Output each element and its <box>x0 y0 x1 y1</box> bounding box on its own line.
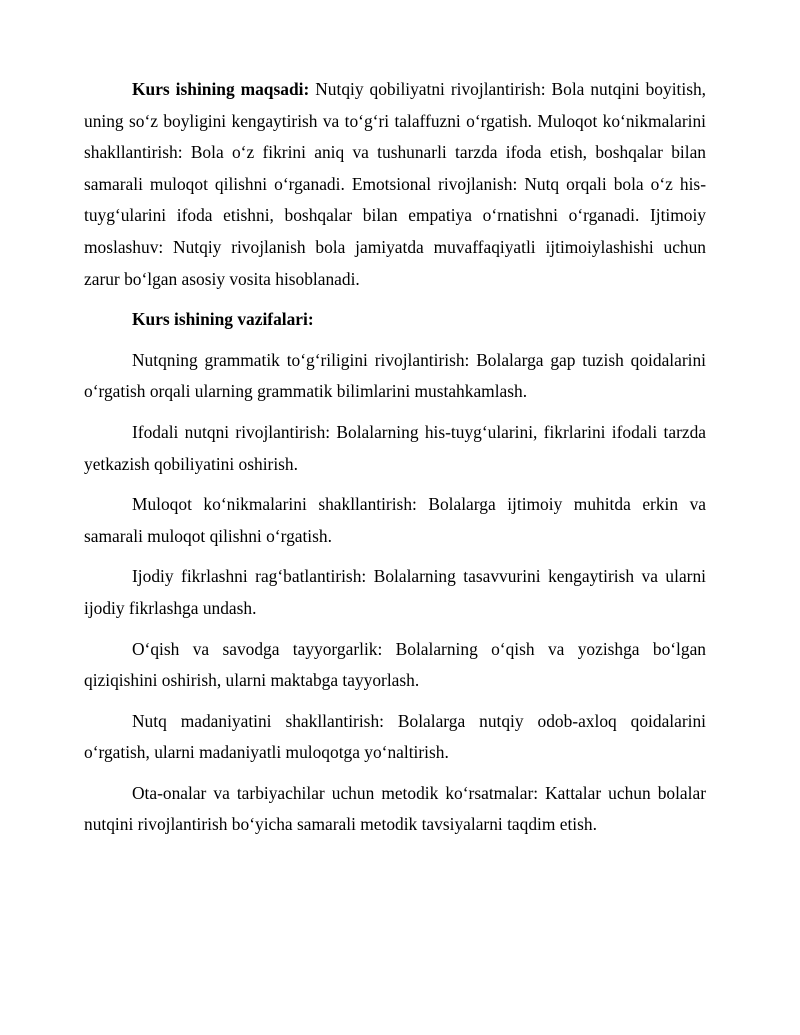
goal-text: Nutqiy qobiliyatni rivojlantirish: Bola nutqini boyitish, uning so‘z boyligini kengaytirish va to‘g‘ri talaffuzni o‘rgatish. Muloqot ko‘nikmalarini shakllantirish: Bola o‘z fikrini aniq va tushunarli tarzda ifoda etish, boshqalar bilan samarali muloqot qilishni o‘rganadi. Emotsional rivojlanish: Nutq orqali bola o‘z his-tuyg‘ularini ifoda etishni, boshqalar bilan empatiya o‘rnatishni o‘rganadi. Ijtimoiy moslashuv: Nutqiy rivojlanish bola jamiyatda muvaffaqiyatli ijtimoiylashishi uchun zarur bo‘lgan asosiy vosita hisoblanadi. <box>84 79 707 289</box>
task-paragraph-creative-thinking: Ijodiy fikrlashni rag‘batlantirish: Bolalarning tasavvurini kengaytirish va ularni ijodiy fikrlashga undash. <box>84 566 706 618</box>
task-paragraph-reading-readiness: O‘qish va savodga tayyorgarlik: Bolalarning o‘qish va yozishga bo‘lgan qiziqishini oshirish, ularni maktabga tayyorlash. <box>84 638 706 691</box>
goal-paragraph <box>84 74 706 295</box>
goal-heading: Kurs ishining maqsadi: <box>132 79 310 99</box>
task-paragraph-speech-culture: Nutq madaniyatini shakllantirish: Bolalarga nutqiy odob-axloq qoidalarini o‘rgatish, ularni madaniyatli muloqotga yo‘naltirish. <box>84 710 706 763</box>
task-paragraph-grammar: Nutqning grammatik to‘g‘riligini rivojlantirish: Bolalarga gap tuzish qoidalarini o‘rgatish orqali ularning grammatik bilimlarini mustahkamlash. <box>84 349 706 402</box>
task-paragraph-methodical-guidance: Ota-onalar va tarbiyachilar uchun metodik ko‘rsatmalar: Kattalar uchun bolalar nutqini rivojlantirish bo‘yicha samarali metodik tavsiyalarni taqdim etish. <box>84 782 706 835</box>
task-paragraph-communication: Muloqot ko‘nikmalarini shakllantirish: Bolalarga ijtimoiy muhitda erkin va samarali muloqot qilishni o‘rgatish. <box>84 494 706 546</box>
tasks-heading: Kurs ishining vazifalari: <box>132 309 314 330</box>
task-paragraph-expressive-speech: Ifodali nutqni rivojlantirish: Bolalarning his-tuyg‘ularini, fikrlarini ifodali tarzda yetkazish qobiliyatini oshirish. <box>84 421 706 474</box>
document-body <box>84 74 706 850</box>
